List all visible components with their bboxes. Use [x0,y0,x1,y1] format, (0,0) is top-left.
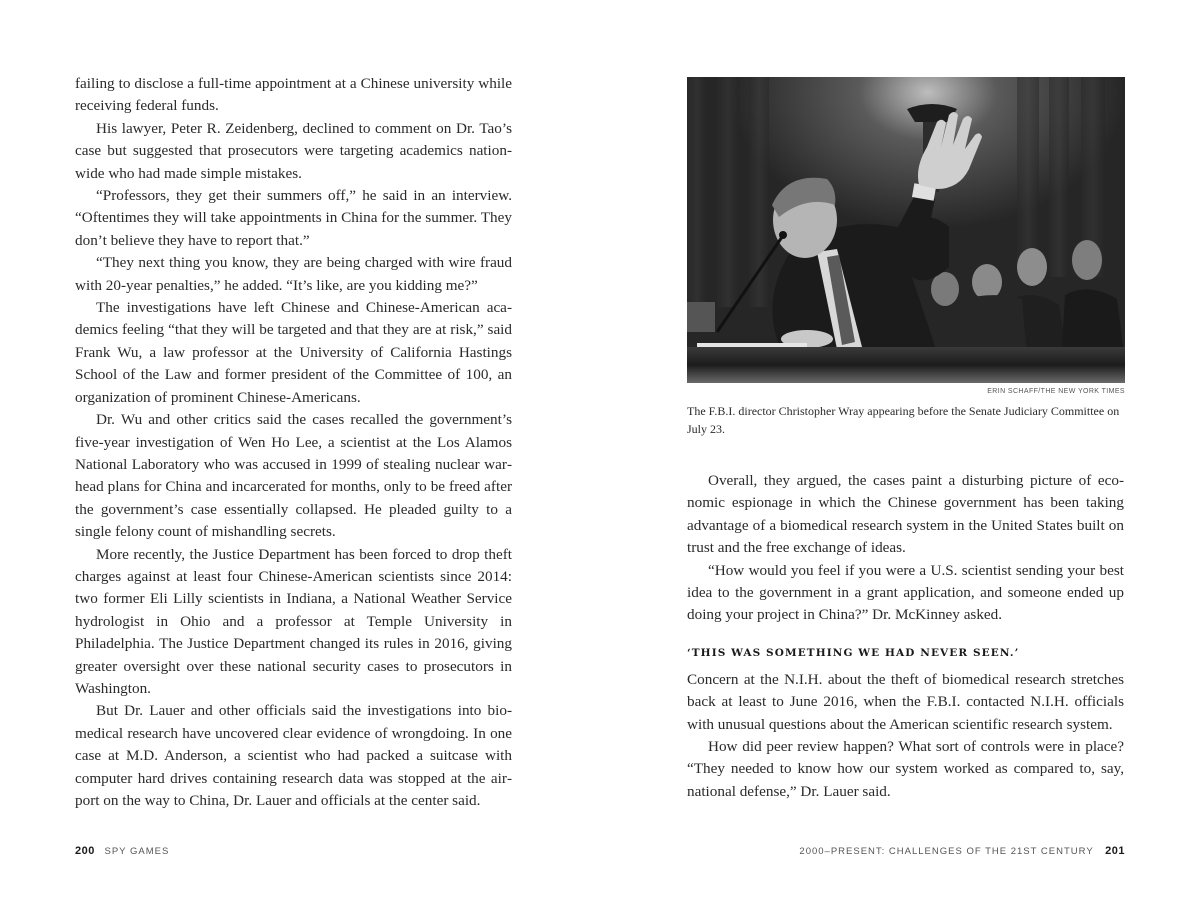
photo-credit: ERIN SCHAFF/THE NEW YORK TIMES [987,388,1125,395]
paragraph: “How would you feel if you were a U.S. scientist sending your best idea to the government in a grant application, and someone ended up doing your project in China?” Dr. McKinney asked. [687,561,1124,624]
right-body-text [687,470,1124,803]
right-footer [799,845,1125,857]
section-subhead: ‘THIS WAS SOMETHING WE HAD NEVER SEEN.’ [687,646,1020,659]
photo-figure [687,77,1125,438]
paragraph: Dr. Wu and other critics said the cases recalled the government’s five-year investigation of Wen Ho Lee, a scientist at the Los Alamos National Laboratory who was accused in 1999 of stealing nuclear warhead plans for China and incarcerated for months, only to be freed after the government’s case essentially collapsed. He pleaded guilty to a single felony count of mishandling secrets. [75,411,512,541]
paragraph: failing to disclose a full-time appointment at a Chinese university while receiving federal funds. [75,75,512,115]
photo-caption: The F.B.I. director Christopher Wray appearing before the Senate Judiciary Committee on July 23. [687,404,1120,436]
running-head: SPY GAMES [104,846,170,857]
paragraph: Concern at the N.I.H. about the theft of biomedical research stretches back at least to June 2016, when the F.B.I. contacted N.I.H. officials with unusual questions about the American scientific research system. [687,670,1124,733]
page-number: 200 [75,845,95,857]
right-page [600,0,1200,900]
paragraph: “Professors, they get their summers off,” he said in an interview. “Oftentimes they will take appointments in China for the summer. They don’t believe they have to report that.” [75,187,512,249]
paragraph: The investigations have left Chinese and Chinese-American academics feeling “that they will be targeted and that they are at risk,” said Frank Wu, a law professor at the University of California Hastings School of the Law and former president of the Committee of 100, an organization of prominent Chinese-Americans. [75,299,512,406]
left-footer [75,845,169,857]
paragraph: More recently, the Justice Department has been forced to drop theft charges against at least four Chinese-American scientists since 2014: two former Eli Lilly scientists in Indiana, a National Weather Service hydrologist in Ohio and a professor at Temple University in Philadelphia. The Justice Department changed its rules in 2016, giving greater oversight over these national security cases to prosecutors in Washington. [75,545,512,697]
page-number: 201 [1105,845,1125,857]
paragraph: “They next thing you know, they are being charged with wire fraud with 20-year penalties,” he added. “It’s like, are you kidding me?” [75,254,512,294]
left-body-text [75,73,512,812]
paragraph: But Dr. Lauer and other officials said the investigations into biomedical research have uncovered clear evidence of wrongdoing. In one case at M.D. Anderson, a scientist who had packed a suitcase with computer hard drives containing research data was stopped at the airport on the way to China, Dr. Lauer and officials at the center said. [75,702,512,809]
paragraph: His lawyer, Peter R. Zeidenberg, declined to comment on Dr. Tao’s case but suggested that prosecutors were targeting academics nationwide who had made simple mistakes. [75,119,512,182]
paragraph: How did peer review happen? What sort of controls were in place? “They needed to know how our system worked as compared to, say, national defense,” Dr. Lauer said. [687,738,1124,800]
hearing-photo [687,77,1125,383]
hearing-photo-illustration [687,77,1125,383]
running-head: 2000–PRESENT: CHALLENGES OF THE 21ST CENTURY [799,846,1094,857]
paragraph: Overall, they argued, the cases paint a disturbing picture of economic espionage in which the Chinese government has been taking advantage of a biomedical research system in the United States built on trust and the free exchange of ideas. [687,472,1124,557]
